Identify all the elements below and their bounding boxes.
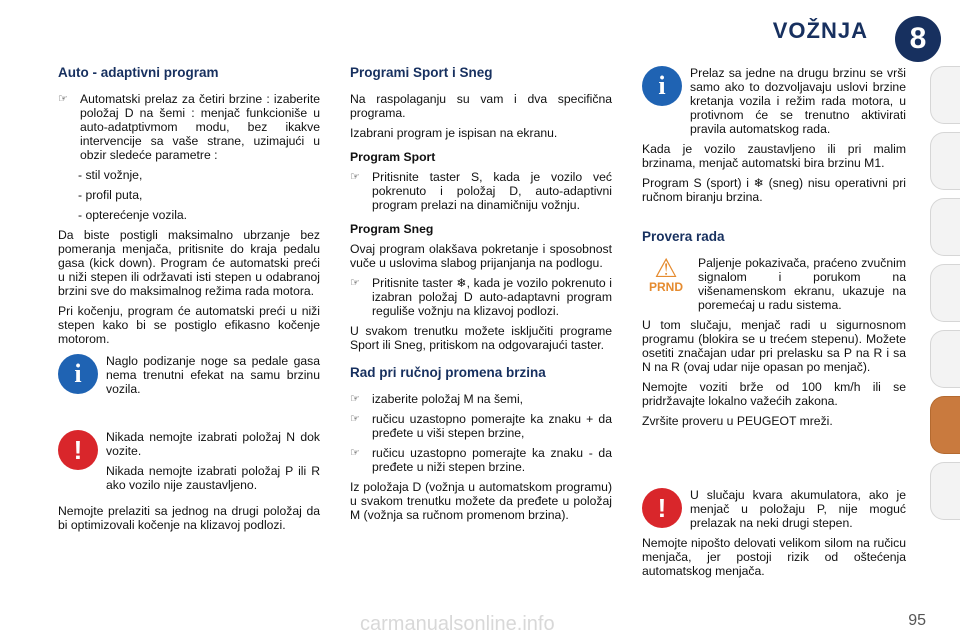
list-item-text: Pritisnite taster ❄, kada je vozilo pokrenuto i izabran položaj D auto-adaptavni program reguliše vožnju na klizavoj podlozi. bbox=[372, 276, 612, 318]
note-text: Naglo podizanje noge sa pedale gasa nema trenutni efekat na samu brzinu vozila. bbox=[106, 354, 320, 396]
section-heading: Auto - adaptivni program bbox=[58, 65, 219, 80]
paragraph: U tom slučaju, menjač radi u sigurnosnom programu (blokira se u trećem stepenu). Možete osetiti značajan udar pri prelasku sa P na R i sa N na R (ovaj udar nije opasan po menjač). bbox=[642, 318, 906, 374]
gearbox-warning-light-icon bbox=[642, 253, 690, 298]
pointer-icon: ☞ bbox=[350, 171, 360, 183]
note-text: Prelaz sa jedne na drugu brzinu se vrši samo ako to dozvoljavaju uslovi brzine kretanja vozila i režim rada motora, u protivnom će se trenutno aktivirati pravila automatskog rada. bbox=[690, 66, 906, 136]
note-text: Paljenje pokazivača, praćeno zvučnim signalom i porukom na višenamenskom ekranu, ukazuje na poremećaj u radu sistema. bbox=[698, 256, 906, 312]
chapter-tab[interactable] bbox=[930, 198, 960, 256]
paragraph: Nemojte prelaziti sa jednog na drugi položaj da bi optimizovali kočenje na klizavoj podlozi. bbox=[58, 504, 320, 532]
chapter-tab[interactable] bbox=[930, 330, 960, 388]
subheading: Program Sneg bbox=[350, 222, 434, 236]
chapter-tab-active[interactable] bbox=[930, 396, 960, 454]
list-item bbox=[350, 276, 612, 318]
section-heading: Provera rada bbox=[642, 229, 725, 244]
paragraph: Nemojte nipošto delovati velikom silom na ručicu menjača, jer postoji rizik od oštećenja automatskog menjača. bbox=[642, 536, 906, 578]
warning-note bbox=[642, 488, 906, 530]
column-1 bbox=[58, 60, 320, 538]
note-text: Nikada nemojte izabrati položaj N dok vozite. bbox=[106, 430, 320, 458]
section-heading: Programi Sport i Sneg bbox=[350, 65, 493, 80]
list-item bbox=[350, 392, 612, 406]
warning-icon: ! bbox=[642, 488, 682, 528]
subheading: Program Sport bbox=[350, 150, 436, 164]
dash-item: - profil puta, bbox=[78, 188, 143, 202]
paragraph: Da biste postigli maksimalno ubrzanje bez pomeranja menjača, pritisnite do kraja pedalu gasa (kick down). Program će automatski preći u niži stepen ili održavati isti stepen u odabranoj brzini sve do maksimalnog režima rada motora. bbox=[58, 228, 320, 298]
info-icon: i bbox=[642, 66, 682, 106]
list-item bbox=[350, 446, 612, 474]
chapter-tabs bbox=[930, 66, 960, 528]
dash-item: - opterećenje vozila. bbox=[78, 208, 188, 222]
pointer-icon: ☞ bbox=[350, 413, 360, 425]
warning-light-note bbox=[642, 253, 906, 312]
header-bar bbox=[0, 0, 960, 56]
pointer-icon: ☞ bbox=[350, 393, 360, 405]
list-item bbox=[58, 92, 320, 162]
paragraph: Izabrani program je ispisan na ekranu. bbox=[350, 126, 558, 140]
watermark: carmanualsonline.info bbox=[360, 613, 555, 635]
paragraph: Program S (sport) i ❄ (sneg) nisu operativni pri ručnom biranju brzina. bbox=[642, 176, 906, 204]
chapter-tab[interactable] bbox=[930, 132, 960, 190]
pointer-icon: ☞ bbox=[58, 93, 68, 105]
paragraph: Nemojte voziti brže od 100 km/h ili se pridržavajte lokalno važećih zakona. bbox=[642, 380, 906, 408]
list-item-text: Automatski prelaz za četiri brzine : izaberite položaj D na šemi : menjač funkcioniše u auto-adatptivmom modu, bez ikakve intervencije sa vaše strane, uzimajući u obzir sledeće parametre : bbox=[80, 92, 320, 162]
chapter-tab[interactable] bbox=[930, 462, 960, 520]
page-title: VOŽNJA bbox=[772, 18, 868, 43]
list-item bbox=[350, 412, 612, 440]
warning-triangle-icon: ⚠ bbox=[654, 253, 678, 283]
warning-note bbox=[58, 430, 320, 498]
info-note bbox=[642, 66, 906, 136]
note-text: Nikada nemojte izabrati položaj P ili R ako vozilo nije zaustavljeno. bbox=[106, 464, 320, 492]
note-text: U slučaju kvara akumulatora, ako je menjač u položaju P, nije moguć prelazak na neki drugi stepen. bbox=[690, 488, 906, 530]
paragraph: Iz položaja D (vožnja u automatskom programu) u svakom trenutku možete da pređete u položaj M (vožnja sa ručnom promenom brzina). bbox=[350, 480, 612, 522]
chapter-tab[interactable] bbox=[930, 264, 960, 322]
prnd-label: PRND bbox=[648, 280, 683, 294]
pointer-icon: ☞ bbox=[350, 277, 360, 289]
paragraph: U svakom trenutku možete isključiti programe Sport ili Sneg, pritiskom na odgovarajući taster. bbox=[350, 324, 612, 352]
paragraph: Na raspolaganju su vam i dva specifična programa. bbox=[350, 92, 612, 120]
chapter-tab[interactable] bbox=[930, 66, 960, 124]
warning-icon: ! bbox=[58, 430, 98, 470]
list-item-text: Pritisnite taster S, kada je vozilo već pokrenuto i položaj D, auto-adaptivni program prelazi na dinamičniju vožnju. bbox=[372, 170, 612, 212]
list-item-text: izaberite položaj M na šemi, bbox=[372, 392, 524, 406]
paragraph: Zvršite proveru u PEUGEOT mreži. bbox=[642, 414, 833, 428]
pointer-icon: ☞ bbox=[350, 447, 360, 459]
list-item bbox=[350, 170, 612, 212]
column-3 bbox=[642, 60, 906, 584]
section-heading: Rad pri ručnoj promena brzina bbox=[350, 365, 546, 380]
dash-item: - stil vožnje, bbox=[78, 168, 143, 182]
info-icon: i bbox=[58, 354, 98, 394]
page-number: 95 bbox=[908, 612, 926, 629]
paragraph: Kada je vozilo zaustavljeno ili pri malim brzinama, menjač automatski bira brzinu M1. bbox=[642, 142, 906, 170]
list-item-text: ručicu uzastopno pomerajte ka znaku - da pređete u niži stepen brzine. bbox=[372, 446, 612, 474]
info-note bbox=[58, 354, 320, 396]
column-2 bbox=[350, 60, 612, 528]
paragraph: Ovaj program olakšava pokretanje i sposobnost vuče u uslovima slabog prijanjanja na podlogu. bbox=[350, 242, 612, 270]
chapter-number-badge: 8 bbox=[895, 16, 941, 62]
list-item-text: ručicu uzastopno pomerajte ka znaku + da pređete u viši stepen brzine, bbox=[372, 412, 612, 440]
paragraph: Pri kočenju, program će automatski preći u niži stepen kako bi se postiglo efikasno kočenje motorom. bbox=[58, 304, 320, 346]
